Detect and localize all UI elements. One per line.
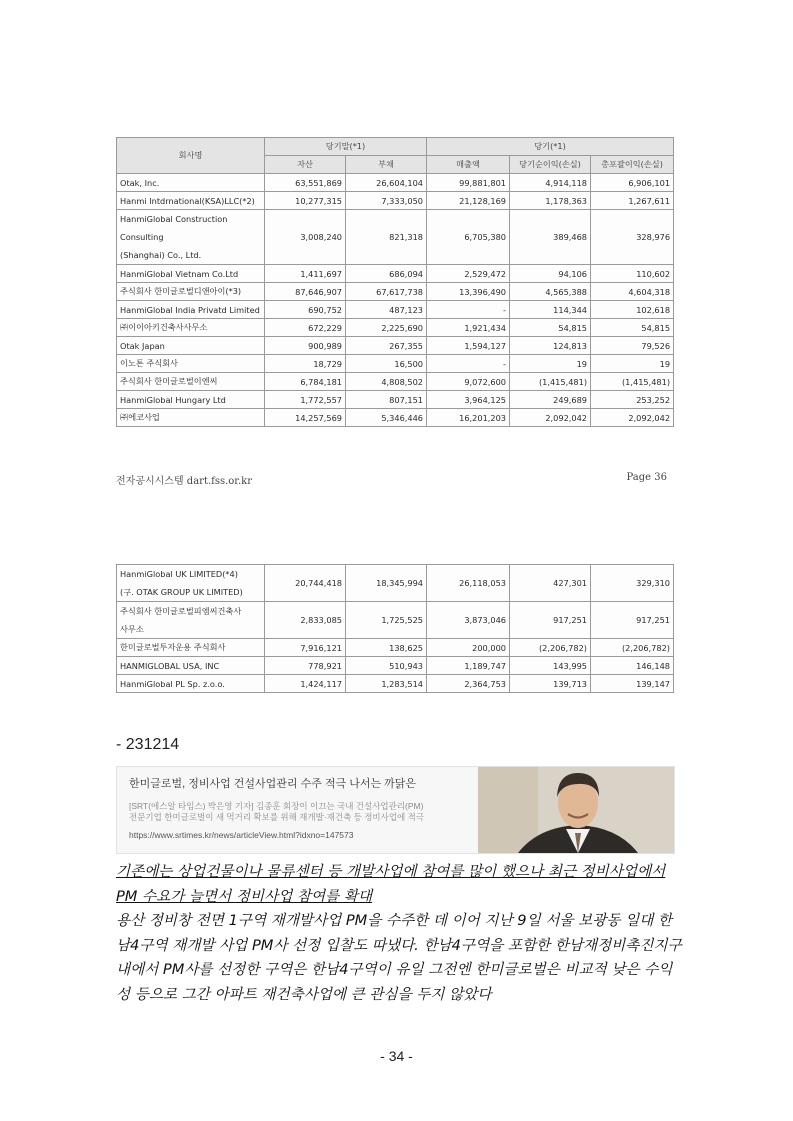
revenue-cell: - — [427, 301, 510, 319]
financial-table-snapshot-2 — [116, 564, 673, 693]
company-name-cell — [117, 565, 265, 602]
table-row — [117, 391, 674, 409]
table-row — [117, 337, 674, 355]
company-name-cell — [117, 210, 265, 265]
net-income-cell: 4,565,388 — [510, 283, 591, 301]
table-row — [117, 602, 674, 639]
header-comprehensive-income: 총포괄이익(손실) — [591, 156, 674, 174]
assets-cell: 778,921 — [265, 657, 346, 675]
assets-cell: 1,424,117 — [265, 675, 346, 693]
comprehensive-income-cell: 917,251 — [591, 602, 674, 639]
company-name-cell: Otak, Inc. — [117, 174, 265, 192]
table-row — [117, 355, 674, 373]
header-net-income: 당기순이익(손실) — [510, 156, 591, 174]
comprehensive-income-cell: 6,906,101 — [591, 174, 674, 192]
table-row — [117, 265, 674, 283]
news-thumbnail-photo — [478, 767, 674, 853]
net-income-cell: 4,914,118 — [510, 174, 591, 192]
page-number: - 34 - — [380, 1048, 413, 1064]
liabilities-cell: 138,625 — [346, 639, 427, 657]
revenue-cell: - — [427, 355, 510, 373]
table-row — [117, 675, 674, 693]
comprehensive-income-cell: 2,092,042 — [591, 409, 674, 427]
assets-cell: 2,833,085 — [265, 602, 346, 639]
comprehensive-income-cell: (2,206,782) — [591, 639, 674, 657]
comprehensive-income-cell: 102,618 — [591, 301, 674, 319]
header-curr-period: 당기(*1) — [427, 138, 674, 156]
company-name-cell: 주식회사 한미글로벌디앤아이(*3) — [117, 283, 265, 301]
assets-cell: 6,784,181 — [265, 373, 346, 391]
assets-cell: 87,646,907 — [265, 283, 346, 301]
net-income-cell: 94,106 — [510, 265, 591, 283]
company-name-cell: Otak Japan — [117, 337, 265, 355]
liabilities-cell: 5,346,446 — [346, 409, 427, 427]
revenue-cell: 3,873,046 — [427, 602, 510, 639]
net-income-cell: 54,815 — [510, 319, 591, 337]
header-liabilities: 부채 — [346, 156, 427, 174]
company-name-line: HanmiGlobal UK LIMITED(*4) — [120, 569, 238, 579]
news-headline: 한미글로벌, 정비사업 건설사업관리 수주 적극 나서는 까닭은 — [129, 778, 417, 790]
company-name-cell: ㈜에코사업 — [117, 409, 265, 427]
liabilities-cell: 26,604,104 — [346, 174, 427, 192]
liabilities-cell: 2,225,690 — [346, 319, 427, 337]
company-name-line: HanmiGlobal Construction — [120, 214, 228, 224]
article-summary — [116, 860, 682, 1007]
comprehensive-income-cell: 110,602 — [591, 265, 674, 283]
company-name-cell: 한미글로벌투자운용 주식회사 — [117, 639, 265, 657]
comprehensive-income-cell: 19 — [591, 355, 674, 373]
summary-paragraph: 용산 정비창 전면 1구역 재개발사업 PM을 수주한 데 이어 지난 9일 서울 보광동 일대 한남4구역 재개발 사업 PM사 선정 입찰도 따냈다. 한남4구역을 포함한 한남재정비촉진지구 내에서 PM사를 선정한 구역은 한남4구역이 유일 그전엔 한미글로벌은 비교적 낮은 수익성 등으로 그간 아파트 재건축사업에 큰 관심을 두지 않았다 — [116, 912, 682, 1003]
liabilities-cell: 1,725,525 — [346, 602, 427, 639]
company-name-cell: HanmiGlobal PL Sp. z.o.o. — [117, 675, 265, 693]
company-name-cell: 주식회사 한미글로벌이엔씨 — [117, 373, 265, 391]
financial-table-snapshot-1 — [116, 137, 673, 427]
dart-footer-text: 전자공시시스템 dart.fss.or.kr — [116, 476, 253, 487]
news-link-card[interactable] — [116, 766, 675, 854]
table-row — [117, 373, 674, 391]
net-income-cell: 389,468 — [510, 210, 591, 265]
header-assets: 자산 — [265, 156, 346, 174]
comprehensive-income-cell: 329,310 — [591, 565, 674, 602]
company-name-line: 주식회사 한미글로벌피엠씨건축사 — [120, 606, 242, 616]
revenue-cell: 26,118,053 — [427, 565, 510, 602]
revenue-cell: 9,072,600 — [427, 373, 510, 391]
liabilities-cell: 821,318 — [346, 210, 427, 265]
company-name-line: 사무소 — [120, 624, 144, 634]
company-name-cell — [117, 602, 265, 639]
revenue-cell: 1,594,127 — [427, 337, 510, 355]
header-revenue: 매출액 — [427, 156, 510, 174]
comprehensive-income-cell: 1,267,611 — [591, 192, 674, 210]
comprehensive-income-cell: 328,976 — [591, 210, 674, 265]
liabilities-cell: 16,500 — [346, 355, 427, 373]
net-income-cell: 114,344 — [510, 301, 591, 319]
revenue-cell: 99,881,801 — [427, 174, 510, 192]
subsidiary-financial-table — [116, 137, 674, 427]
liabilities-cell: 1,283,514 — [346, 675, 427, 693]
assets-cell: 690,752 — [265, 301, 346, 319]
net-income-cell: (2,206,782) — [510, 639, 591, 657]
comprehensive-income-cell: 4,604,318 — [591, 283, 674, 301]
net-income-cell: 2,092,042 — [510, 409, 591, 427]
net-income-cell: 249,689 — [510, 391, 591, 409]
company-name-cell: HANMIGLOBAL USA, INC — [117, 657, 265, 675]
revenue-cell: 13,396,490 — [427, 283, 510, 301]
assets-cell: 672,229 — [265, 319, 346, 337]
revenue-cell: 1,189,747 — [427, 657, 510, 675]
company-name-cell: ㈜이이아키건축사사무소 — [117, 319, 265, 337]
assets-cell: 1,772,557 — [265, 391, 346, 409]
revenue-cell: 1,921,434 — [427, 319, 510, 337]
net-income-cell: 917,251 — [510, 602, 591, 639]
company-name-cell: HanmiGlobal India Privatd Limited — [117, 301, 265, 319]
liabilities-cell: 686,094 — [346, 265, 427, 283]
liabilities-cell: 807,151 — [346, 391, 427, 409]
date-line: - 231214 — [116, 736, 180, 753]
company-name-line: (Shanghai) Co., Ltd. — [120, 250, 202, 260]
net-income-cell: 427,301 — [510, 565, 591, 602]
table-row — [117, 192, 674, 210]
comprehensive-income-cell: 54,815 — [591, 319, 674, 337]
liabilities-cell: 4,808,502 — [346, 373, 427, 391]
table-row — [117, 409, 674, 427]
assets-cell: 7,916,121 — [265, 639, 346, 657]
captured-page-number: Page 36 — [626, 472, 667, 483]
comprehensive-income-cell: 139,147 — [591, 675, 674, 693]
net-income-cell: 124,813 — [510, 337, 591, 355]
comprehensive-income-cell: 253,252 — [591, 391, 674, 409]
assets-cell: 900,989 — [265, 337, 346, 355]
revenue-cell: 21,128,169 — [427, 192, 510, 210]
revenue-cell: 3,964,125 — [427, 391, 510, 409]
assets-cell: 10,277,315 — [265, 192, 346, 210]
revenue-cell: 2,364,753 — [427, 675, 510, 693]
table-row — [117, 565, 674, 602]
header-prev-period: 당기말(*1) — [265, 138, 427, 156]
revenue-cell: 16,201,203 — [427, 409, 510, 427]
table-row — [117, 657, 674, 675]
net-income-cell: 1,178,363 — [510, 192, 591, 210]
assets-cell: 18,729 — [265, 355, 346, 373]
revenue-cell: 200,000 — [427, 639, 510, 657]
company-name-line: (구. OTAK GROUP UK LIMITED) — [120, 587, 243, 597]
company-name-cell: Hanmi Intdrnational(KSA)LLC(*2) — [117, 192, 265, 210]
liabilities-cell: 267,355 — [346, 337, 427, 355]
company-name-cell: HanmiGlobal Vietnam Co.Ltd — [117, 265, 265, 283]
assets-cell: 20,744,418 — [265, 565, 346, 602]
table-row — [117, 283, 674, 301]
assets-cell: 63,551,869 — [265, 174, 346, 192]
liabilities-cell: 67,617,738 — [346, 283, 427, 301]
comprehensive-income-cell: (1,415,481) — [591, 373, 674, 391]
net-income-cell: 19 — [510, 355, 591, 373]
news-url[interactable]: https://www.srtimes.kr/news/articleView.html?idxno=147573 — [129, 830, 354, 840]
table-row — [117, 301, 674, 319]
comprehensive-income-cell: 79,526 — [591, 337, 674, 355]
liabilities-cell: 18,345,994 — [346, 565, 427, 602]
subsidiary-financial-table-continued — [116, 564, 674, 693]
summary-underlined: 기존에는 상업건물이나 물류센터 등 개발사업에 참여를 많이 했으나 최근 정비사업에서 PM 수요가 늘면서 정비사업 참여를 확대 — [116, 863, 666, 905]
news-desc-line-1: [SRT(에스알 타임스) 박은영 기자] 김종훈 회장이 이끄는 국내 건설사업관리(PM) — [129, 801, 424, 811]
comprehensive-income-cell: 146,148 — [591, 657, 674, 675]
net-income-cell: (1,415,481) — [510, 373, 591, 391]
assets-cell: 1,411,697 — [265, 265, 346, 283]
table-row — [117, 639, 674, 657]
table-row — [117, 319, 674, 337]
liabilities-cell: 7,333,050 — [346, 192, 427, 210]
company-name-line: Consulting — [120, 232, 164, 242]
revenue-cell: 6,705,380 — [427, 210, 510, 265]
liabilities-cell: 487,123 — [346, 301, 427, 319]
liabilities-cell: 510,943 — [346, 657, 427, 675]
header-company: 회사명 — [117, 138, 265, 174]
assets-cell: 14,257,569 — [265, 409, 346, 427]
captured-page-footer — [116, 456, 673, 496]
company-name-cell: 이노톤 주식회사 — [117, 355, 265, 373]
net-income-cell: 139,713 — [510, 675, 591, 693]
table-row — [117, 174, 674, 192]
table-row — [117, 210, 674, 265]
assets-cell: 3,008,240 — [265, 210, 346, 265]
news-desc-line-2: 전문기업 한미글로벌이 새 먹거리 확보를 위해 재개발·재건축 등 정비사업에 적극 — [129, 812, 425, 822]
company-name-cell: HanmiGlobal Hungary Ltd — [117, 391, 265, 409]
net-income-cell: 143,995 — [510, 657, 591, 675]
revenue-cell: 2,529,472 — [427, 265, 510, 283]
